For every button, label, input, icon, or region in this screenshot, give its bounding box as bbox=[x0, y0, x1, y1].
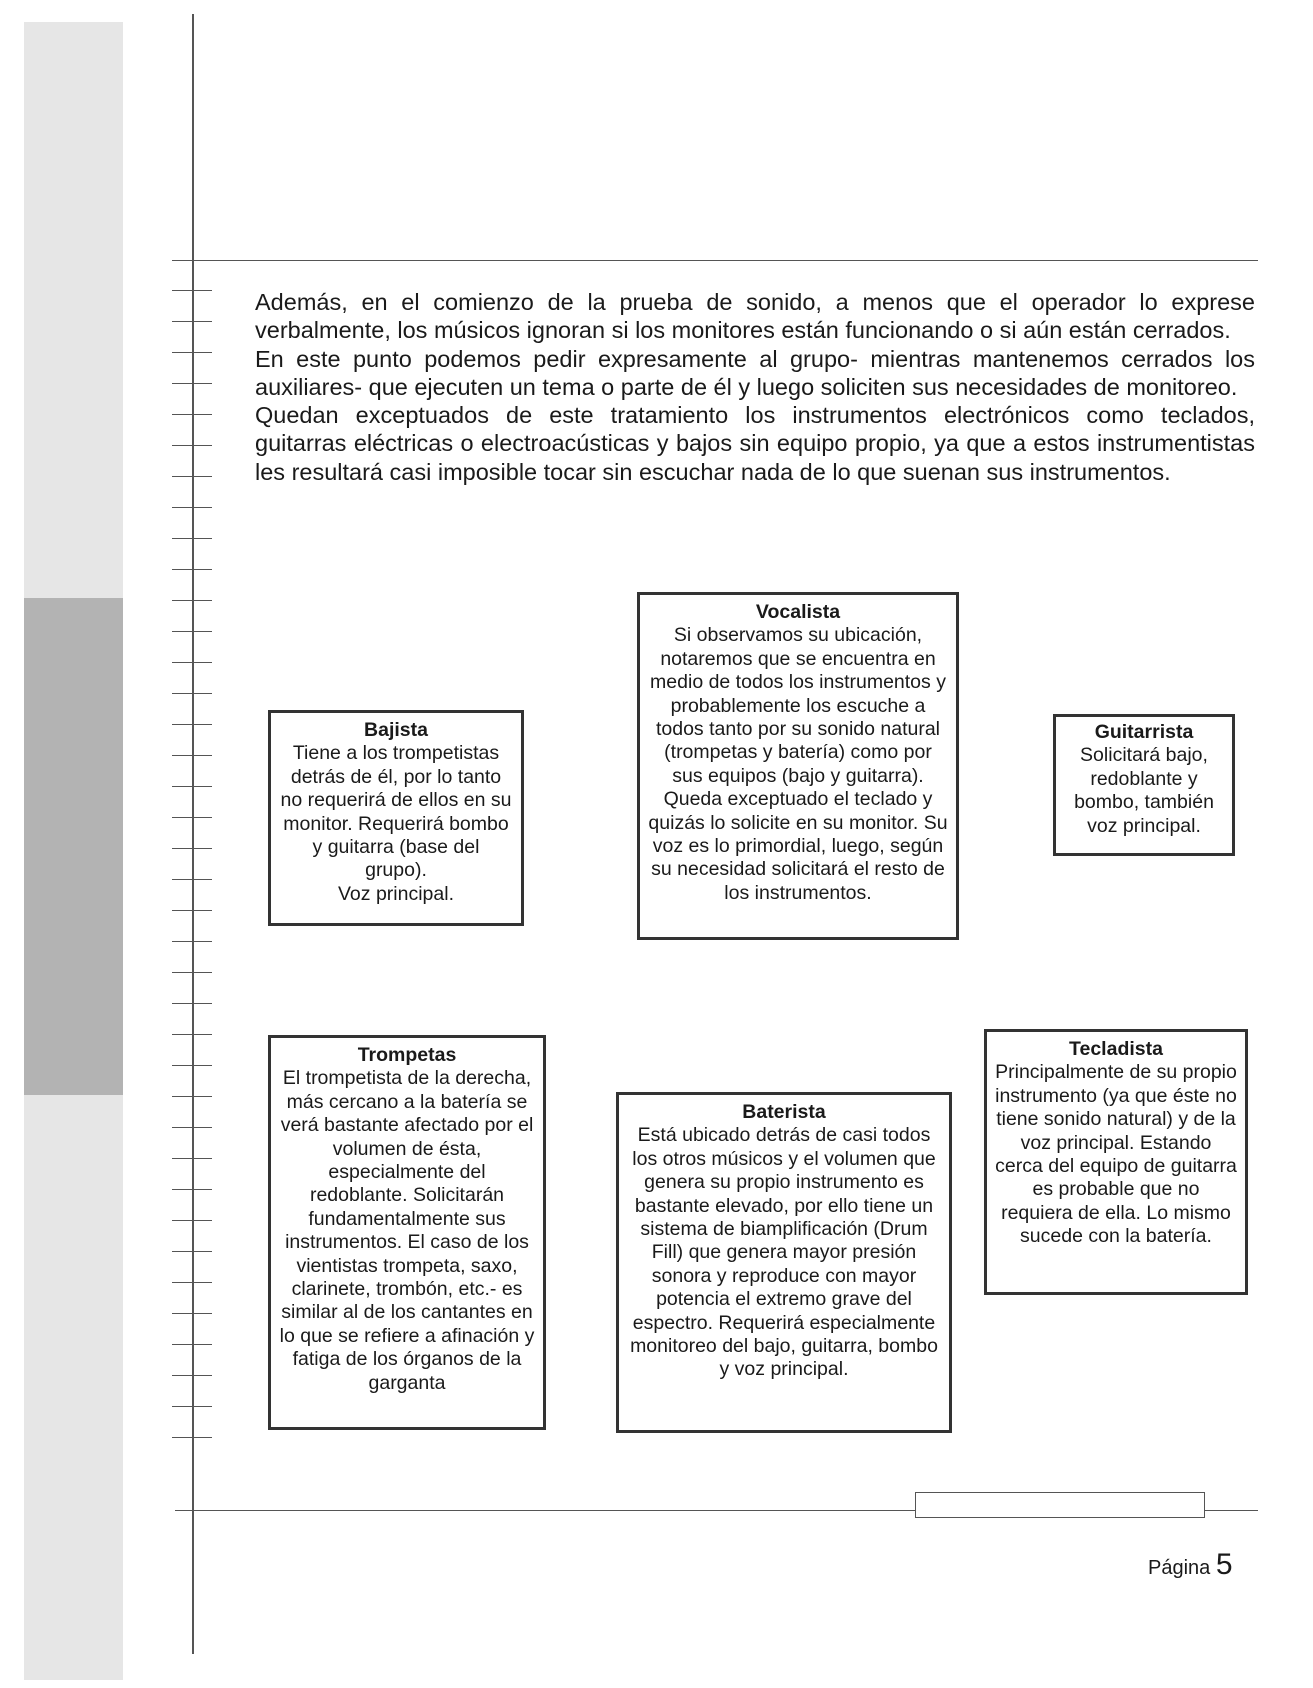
margin-tick bbox=[172, 755, 212, 756]
margin-band-tab bbox=[24, 598, 123, 1095]
margin-tick bbox=[172, 693, 212, 694]
box-title: Vocalista bbox=[755, 601, 841, 623]
margin-tick bbox=[172, 910, 212, 911]
margin-tick bbox=[172, 786, 212, 787]
box-trompetas bbox=[268, 1035, 546, 1430]
box-title: Trompetas bbox=[357, 1044, 457, 1066]
box-text: Solicitará bajo, redoblante y bombo, también voz principal. bbox=[1074, 744, 1214, 837]
margin-tick bbox=[172, 724, 212, 725]
footer-box bbox=[915, 1492, 1205, 1518]
paragraph: En este punto podemos pedir expresamente al grupo- mientras mantenemos cerrados los auxiliares- que ejecuten un tema o parte de él y luego soliciten sus necesidades de monitoreo. bbox=[255, 345, 1255, 400]
box-text: Está ubicado detrás de casi todos los otros músicos y el volumen que genera su propio instrumento es bastante elevado, por ello tiene un sistema de biamplificación (Drum Fill) que genera mayor presión sonora y reproduce con mayor potencia el extremo grave del espectro. Requerirá especialmente monitoreo del bajo, guitarra, bombo y voz principal. bbox=[630, 1124, 938, 1381]
margin-tick bbox=[172, 1406, 212, 1407]
margin-tick bbox=[172, 383, 212, 384]
margin-tick bbox=[172, 1189, 212, 1190]
margin-tick bbox=[172, 1003, 212, 1004]
box-guitarrista bbox=[1053, 714, 1235, 856]
page-number-value: 5 bbox=[1215, 1548, 1233, 1581]
box-title: Bajista bbox=[364, 719, 428, 741]
margin-tick bbox=[172, 476, 212, 477]
box-tecladista bbox=[984, 1029, 1248, 1295]
paragraph: Además, en el comienzo de la prueba de sonido, a menos que el operador lo exprese verbalmente, los músicos ignoran si los monitores están funcionando o si aún están cerrados. bbox=[255, 289, 1255, 344]
margin-tick bbox=[172, 600, 212, 601]
page-label: Página bbox=[1148, 1557, 1211, 1579]
box-text: Tiene a los trompetistas detrás de él, por lo tanto no requerirá de ellos en su monitor. Requerirá bombo y guitarra (base del grupo). bbox=[280, 742, 512, 882]
margin-tick bbox=[172, 879, 212, 880]
margin-tick bbox=[172, 1127, 212, 1128]
margin-tick bbox=[172, 445, 212, 446]
margin-tick bbox=[172, 941, 212, 942]
margin-tick bbox=[172, 1158, 212, 1159]
box-bajista bbox=[268, 710, 524, 926]
margin-tick bbox=[172, 538, 212, 539]
box-text: Principalmente de su propio instrumento (ya que éste no tiene sonido natural) y de la voz principal. Estando cerca del equipo de guitarra es probable que no requiera de ella. Lo mismo sucede con la batería. bbox=[995, 1061, 1237, 1248]
margin-tick bbox=[172, 1344, 212, 1345]
margin-tick bbox=[172, 1375, 212, 1376]
box-title: Tecladista bbox=[1069, 1038, 1163, 1060]
box-vocalista bbox=[637, 592, 959, 940]
body-text bbox=[255, 288, 1255, 486]
box-title: Guitarrista bbox=[1094, 721, 1194, 743]
margin-tick bbox=[172, 1437, 212, 1438]
margin-tick bbox=[172, 569, 212, 570]
margin-tick bbox=[172, 662, 212, 663]
box-text: Si observamos su ubicación, notaremos que se encuentra en medio de todos los instrumentos y probablemente los escuche a todos tanto por su sonido natural (trompetas y batería) como por sus equipos (bajo y guitarra). Queda exceptuado el teclado y quizás lo solicite en su monitor. Su voz es lo primordial, luego, según su necesidad solicitará el resto de los instrumentos. bbox=[648, 624, 948, 904]
margin-tick bbox=[172, 414, 212, 415]
box-baterista bbox=[616, 1092, 952, 1433]
paragraph: Quedan exceptuados de este tratamiento los instrumentos electrónicos como teclados, guitarras eléctricas o electroacústicas y bajos sin equipo propio, ya que a estos instrumentistas les resultará casi imposible tocar sin escuchar nada de lo que suenan sus instrumentos. bbox=[255, 402, 1255, 485]
margin-tick bbox=[172, 1096, 212, 1097]
margin-tick bbox=[172, 1065, 212, 1066]
margin-tick bbox=[172, 507, 212, 508]
margin-tick bbox=[172, 321, 212, 322]
box-title: Baterista bbox=[742, 1101, 826, 1123]
box-text: El trompetista de la derecha, más cercano a la batería se verá bastante afectado por el volumen de ésta, especialmente del redoblante. Solicitarán fundamentalmente sus instrumentos. El caso de los vientistas trompeta, saxo, clarinete, trombón, etc.- es similar al de los cantantes en lo que se refiere a afinación y fatiga de los órganos de la garganta bbox=[279, 1067, 535, 1394]
margin-tick bbox=[172, 1313, 212, 1314]
margin-tick bbox=[172, 631, 212, 632]
margin-tick bbox=[172, 1220, 212, 1221]
margin-tick bbox=[172, 290, 212, 291]
margin-tick bbox=[172, 352, 212, 353]
margin-tick bbox=[172, 1282, 212, 1283]
margin-tick bbox=[172, 848, 212, 849]
header-rule bbox=[172, 260, 1258, 261]
margin-tick bbox=[172, 1034, 212, 1035]
page-number bbox=[1148, 1548, 1233, 1582]
margin-tick bbox=[172, 817, 212, 818]
margin-tick bbox=[172, 1251, 212, 1252]
margin-tick bbox=[172, 972, 212, 973]
box-text-extra: Voz principal. bbox=[338, 882, 454, 905]
